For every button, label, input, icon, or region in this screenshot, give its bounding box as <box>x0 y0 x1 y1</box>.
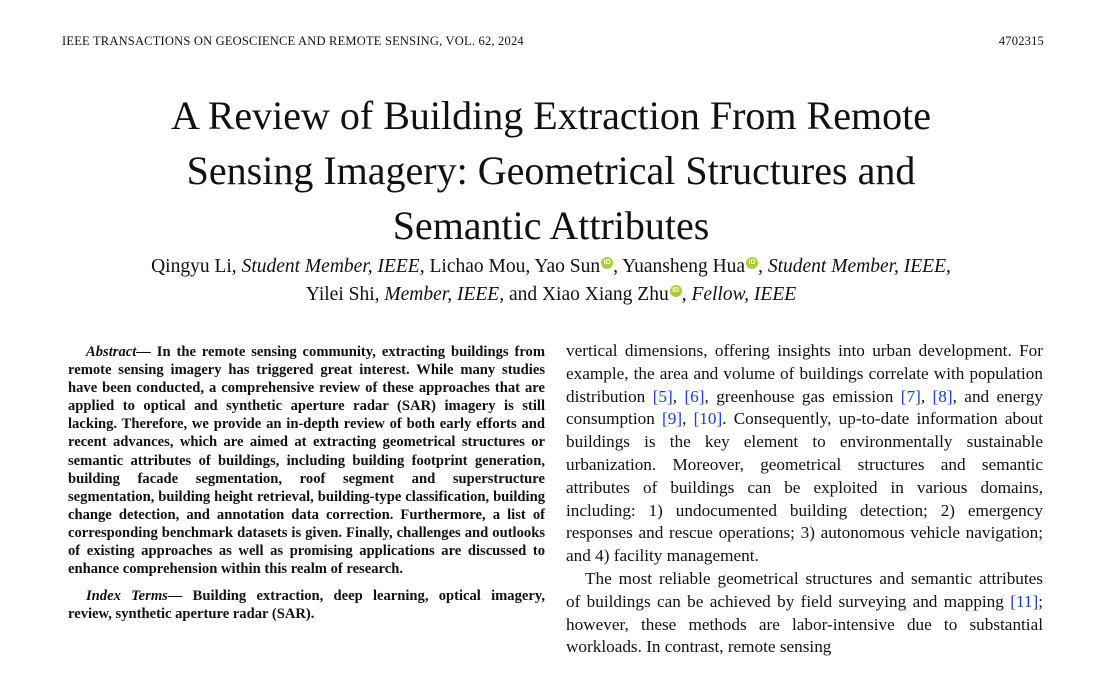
body-text: ; however, these methods are labor-intensive due to substantial workloads. In contrast, remote sensing <box>566 591 1043 657</box>
citation-link[interactable]: [11] <box>1010 591 1039 611</box>
body-column <box>566 340 1043 659</box>
body-text: vertical dimensions, offering insights into urban development. For example, the area and volume of buildings correlate with population distribution <box>566 341 1043 406</box>
body-text: , <box>920 386 933 406</box>
page-number: 4702315 <box>998 34 1044 48</box>
citation-link[interactable]: [8] <box>932 386 953 406</box>
journal-name: IEEE TRANSACTIONS ON GEOSCIENCE AND REMOTE SENSING, VOL. 62, 2024 <box>62 34 524 48</box>
body-paragraph <box>566 568 1043 659</box>
author-membership: Student Member, IEEE <box>767 256 947 277</box>
citation-link[interactable]: [7] <box>900 386 921 406</box>
citation-link[interactable]: [10] <box>693 409 723 429</box>
abstract-column <box>68 343 545 623</box>
index-terms-label: Index Terms— <box>86 588 183 605</box>
author-name: , Lichao Mou, Yao Sun <box>419 256 601 277</box>
orcid-icon[interactable]: iD <box>746 257 758 269</box>
index-terms <box>68 587 545 623</box>
title-line-1: A Review of Building Extraction From Remote <box>171 93 931 138</box>
author-membership: Fellow, IEEE <box>691 284 797 305</box>
abstract-text: In the remote sensing community, extracting buildings from remote sensing imagery has triggered great interest. While many studies have been conducted, a comprehensive review of these approaches that are applied to optical and synthetic aperture radar (SAR) imagery is still lacking. Therefore, we provide an in-depth review of both early efforts and recent advances, which are aimed at extracting geometrical structures or semantic attributes of buildings, including building footprint generation, building facade segmentation, roof segment and superstructure segmentation, building height retrieval, building-type classification, building change detection, and annotation data correction. Furthermore, a list of corresponding benchmark datasets is given. Finally, challenges and outlooks of existing approaches as well as promising applications are discussed to enhance comprehension within this realm of research. <box>68 344 545 578</box>
author-separator: , <box>946 256 951 277</box>
author-name: Qingyu Li, <box>151 256 242 277</box>
index-terms-text: Building extraction, deep learning, optical imagery, review, synthetic aperture radar (SAR). <box>68 588 545 623</box>
citation-link[interactable]: [5] <box>652 386 673 406</box>
abstract <box>68 343 545 578</box>
title-line-2: Sensing Imagery: Geometrical Structures and <box>186 148 916 193</box>
author-separator: , <box>758 256 768 277</box>
author-separator: , <box>681 284 692 305</box>
body-text: . Consequently, up-to-date information about buildings is the key element to environmentally sustainable urbanization. Moreover, geometrical structures and semantic attributes of buildings can be exploited in various domains, including: 1) undocumented building detection; 2) emergency responses and rescue operations; 3) autonomous vehicle navigation; and 4) facility management. <box>566 409 1044 566</box>
paper-title <box>40 88 1062 253</box>
body-text: , greenhouse gas emission <box>704 386 901 406</box>
author-name: , Yuansheng Hua <box>613 256 746 277</box>
body-text: The most reliable geometrical structures and semantic attributes of buildings can be achieved by field surveying and mapping <box>566 568 1043 611</box>
citation-link[interactable]: [9] <box>662 409 683 429</box>
author-list <box>40 253 1062 309</box>
body-text: , <box>672 386 685 406</box>
abstract-label: Abstract— <box>86 344 151 360</box>
title-line-3: Semantic Attributes <box>392 203 710 248</box>
running-header <box>62 34 1044 49</box>
body-paragraph <box>566 340 1043 568</box>
author-membership: Student Member, IEEE <box>241 256 420 277</box>
author-name: , and Xiao Xiang Zhu <box>499 284 669 305</box>
author-membership: Member, IEEE <box>384 284 500 305</box>
body-text: , and energy consumption <box>566 386 1043 429</box>
body-text: , <box>682 409 694 429</box>
orcid-icon[interactable]: iD <box>670 285 682 297</box>
orcid-icon[interactable]: iD <box>601 257 613 269</box>
citation-link[interactable]: [6] <box>684 386 705 406</box>
author-name: Yilei Shi, <box>305 284 385 305</box>
